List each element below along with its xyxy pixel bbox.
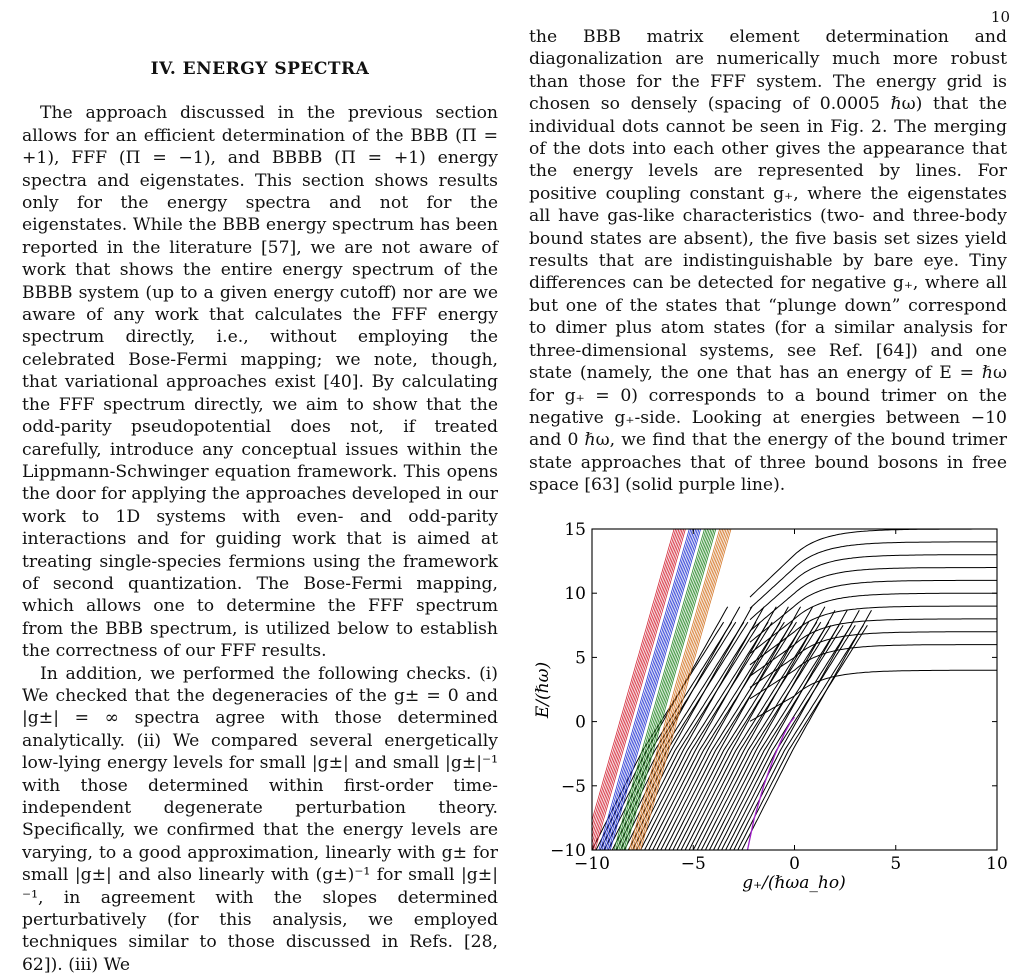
energy-level-line (750, 619, 997, 676)
paragraph: In addition, we performed the following checks. (i) We checked that the degeneracies of the g± = 0 and |g±| = ∞ spectra agree with those determined analytically. (ii) We compared several energetically low-lying energy levels for small |g±| and small |g±|⁻¹ with those determined within first-order time-independent degenerate perturbation theory. Specifically, we confirmed that the energy levels are varying, to a good approximation, linearly with g± for small |g±| and also linearly with (g±)⁻¹ for small |g±|⁻¹, in agreement with the slopes determined perturbatively (for this analysis, we employed techniques similar to those discussed in Refs. [28, 62]). (iii) We (22, 663, 498, 975)
x-axis-label: g₊/(ℏωa_ho) (742, 873, 846, 893)
plot-area (584, 526, 997, 858)
x-tick-label: 10 (986, 854, 1008, 874)
y-tick-label: 5 (575, 648, 586, 669)
x-tick-label: −5 (680, 854, 706, 874)
section-heading: IV. ENERGY SPECTRA (150, 59, 370, 79)
paragraph: The approach discussed in the previous section allows for an efficient determination of the BBB (Π = +1), FFF (Π = −1), and BBBB (Π = +1) energy spectra and eigenstates. This section shows results only for the energy spectra and not for the eigenstates. While the BBB energy spectrum has been reported in the literature [57], we are not aware of work that shows the entire energy spectrum of the BBBB system (up to a given energy cutoff) nor are we aware of any work that calculates the FFF energy spectrum directly, i.e., without employing the celebrated Bose-Fermi mapping; we note, though, that variational approaches exist [40]. By calculating the FFF spectrum directly, we aim to show that the odd-parity pseudopotential does not, if treated carefully, introduce any conceptual issues within the Lippmann-Schwinger equation framework. This opens the door for applying the approaches developed in our work to 1D systems with even- and odd-parity interactions and for guiding work that is aimed at treating single-species fermions using the framework of second quantization. The Bose-Fermi mapping, which allows one to determine the FFF spectrum from the BBB spectrum, is utilized below to establish the correctness of our FFF results. (22, 103, 498, 662)
energy-level-line (750, 568, 997, 631)
basis-set-line (610, 526, 701, 850)
energy-level-line (750, 632, 997, 688)
y-tick-label: −10 (550, 841, 586, 861)
left-column (22, 26, 498, 975)
right-column (529, 26, 1007, 497)
energy-level-line (750, 542, 997, 609)
y-tick-label: 15 (564, 520, 586, 540)
y-tick-label: −5 (560, 776, 586, 797)
x-tick-label: 0 (789, 854, 800, 874)
energy-spectrum-figure (530, 520, 1015, 903)
page-number: 10 (990, 8, 1010, 26)
y-tick-label: 10 (564, 584, 586, 605)
paragraph: the BBB matrix element determination and diagonalization are numerically much more robust than those for the FFF system. The energy grid is chosen so densely (spacing of 0.0005 ℏω) that the individual dots cannot be seen in Fig. 2. The merging of the dots into each other gives the appearance that the energy levels are represented by lines. For positive coupling constant g₊, where the eigenstates all have gas-like characteristics (two- and three-body bound states are absent), the five basis set sizes yield results that are indistinguishable by bare eye. Tiny differences can be detected for negative g₊, where all but one of the states that “plunge down” correspond to dimer plus atom states (for a similar analysis for three-dimensional systems, see Ref. [64]) and one state (namely, the one that has an energy of E = ℏω for g₊ = 0) corresponds to a bound trimer on the negative g₊-side. Looking at energies between −10 and 0 ℏω, we find that the energy of the bound trimer state approaches that of three bound bosons in free space [63] (solid purple line). (529, 27, 1007, 496)
x-tick-label: 5 (890, 854, 902, 874)
y-tick-label: 0 (575, 712, 586, 733)
y-axis-label: E/(ℏω) (533, 661, 553, 719)
basis-set-line (614, 526, 705, 850)
x-tick-label: −10 (574, 854, 610, 874)
